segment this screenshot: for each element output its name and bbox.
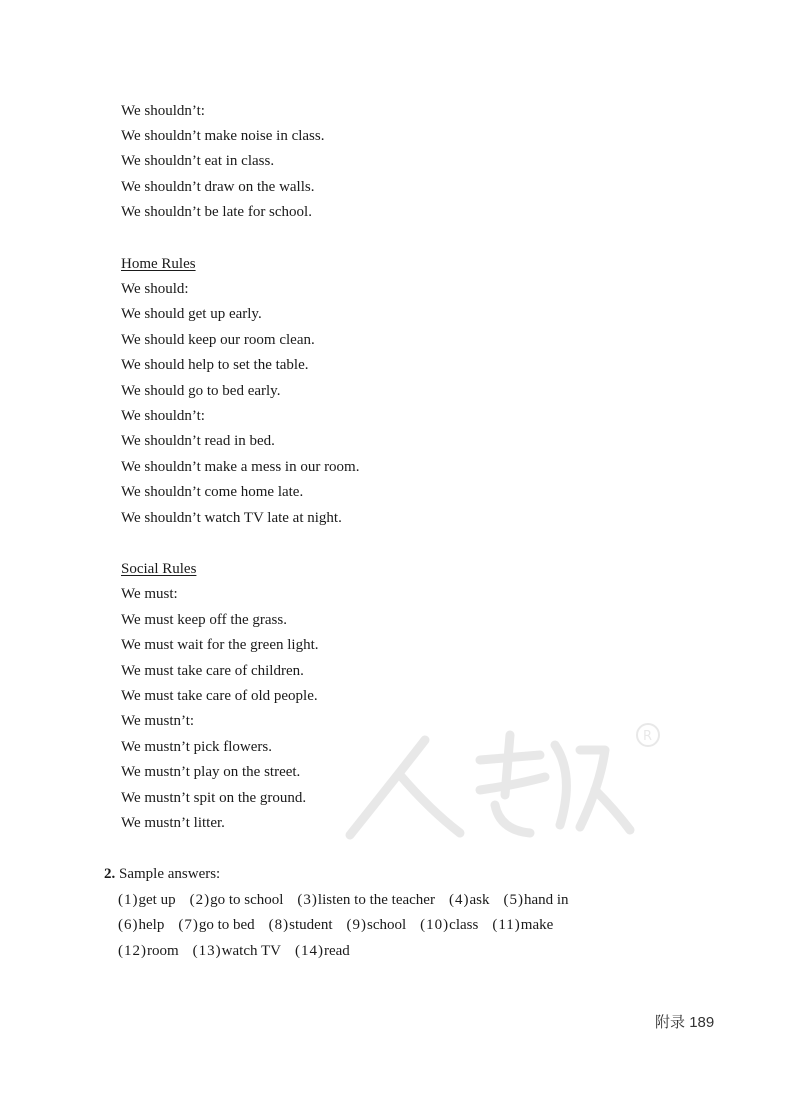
rule-line: We shouldn’t watch TV late at night. [121,510,342,526]
publisher-watermark [330,715,660,845]
rule-line: We mustn’t litter. [121,815,225,831]
answer-item [193,943,281,959]
answer-number: (10) [420,917,450,933]
home-shouldnt-lead: We shouldn’t: [121,408,205,424]
rule-line: We should go to bed early. [121,383,281,399]
answer-text: class [449,917,479,933]
answer-text: school [367,917,407,933]
rule-line: We shouldn’t make a mess in our room. [121,459,360,475]
answer-item [118,917,164,933]
social-mustnt-lead: We mustn’t: [121,713,195,729]
question-number: 2. [104,866,116,882]
answer-text: read [323,943,350,959]
answer-number: (4) [448,892,470,908]
answer-item [269,917,333,933]
answer-text: help [138,917,165,933]
answer-number: (12) [118,943,147,959]
rule-line: We must keep off the grass. [121,612,287,628]
answers-row [118,916,567,934]
answer-item [420,917,478,933]
answer-number: (2) [189,892,211,908]
rule-line: We must take care of children. [121,663,304,679]
home-rules-heading: Home Rules [121,256,196,272]
answer-text: ask [469,892,490,908]
answer-text: listen to the teacher [317,892,435,908]
answer-text: make [520,917,554,933]
rule-line: We shouldn’t eat in class. [121,153,275,169]
appendix-label: 附录 [655,1014,686,1031]
answer-number: (13) [192,943,222,959]
rule-line: We mustn’t spit on the ground. [121,790,307,806]
question-title: Sample answers: [119,866,221,882]
answer-item [347,917,407,933]
rule-line: We shouldn’t draw on the walls. [121,179,315,195]
answer-item [118,943,179,959]
answer-item [492,917,553,933]
page-footer [655,1011,714,1032]
answer-number: (5) [503,892,524,908]
answer-number: (8) [268,917,290,933]
social-rules-heading: Social Rules [121,561,197,577]
answer-text: room [147,943,179,959]
school-shouldnt-lead: We shouldn’t: [121,103,205,119]
answers-row [118,891,583,909]
answer-item [295,943,350,959]
answer-item [190,892,284,908]
answer-number: (6) [118,917,139,933]
answer-item [178,917,254,933]
rule-line: We mustn’t play on the street. [121,764,301,780]
answer-item [118,892,176,908]
answer-text: student [289,917,333,933]
answer-number: (3) [297,892,318,908]
rule-line: We should get up early. [121,306,262,322]
answer-text: go to school [210,892,284,908]
answer-item [503,892,568,908]
answer-number: (7) [178,917,199,933]
social-must-lead: We must: [121,586,178,602]
answer-number: (14) [294,943,324,959]
answer-text: hand in [523,892,569,908]
rule-line: We shouldn’t make noise in class. [121,128,325,144]
answers-row [118,942,364,960]
answer-number: (1) [118,892,139,908]
answer-text: get up [138,892,176,908]
rule-line: We shouldn’t be late for school. [121,204,312,220]
page-number: 189 [689,1014,715,1031]
rule-line: We must wait for the green light. [121,637,319,653]
answer-number: (11) [492,917,521,933]
rule-line: We must take care of old people. [121,688,318,704]
svg-text:R: R [643,729,653,744]
answer-item [297,892,435,908]
rule-line: We mustn’t pick flowers. [121,739,272,755]
rule-line: We shouldn’t come home late. [121,484,304,500]
answer-text: go to bed [198,917,255,933]
rule-line: We shouldn’t read in bed. [121,433,275,449]
rule-line: We should keep our room clean. [121,332,315,348]
home-should-lead: We should: [121,281,189,297]
answer-item [449,892,490,908]
answer-text: watch TV [221,943,281,959]
answer-number: (9) [346,917,367,933]
question-2-heading [104,865,220,883]
rule-line: We should help to set the table. [121,357,309,373]
